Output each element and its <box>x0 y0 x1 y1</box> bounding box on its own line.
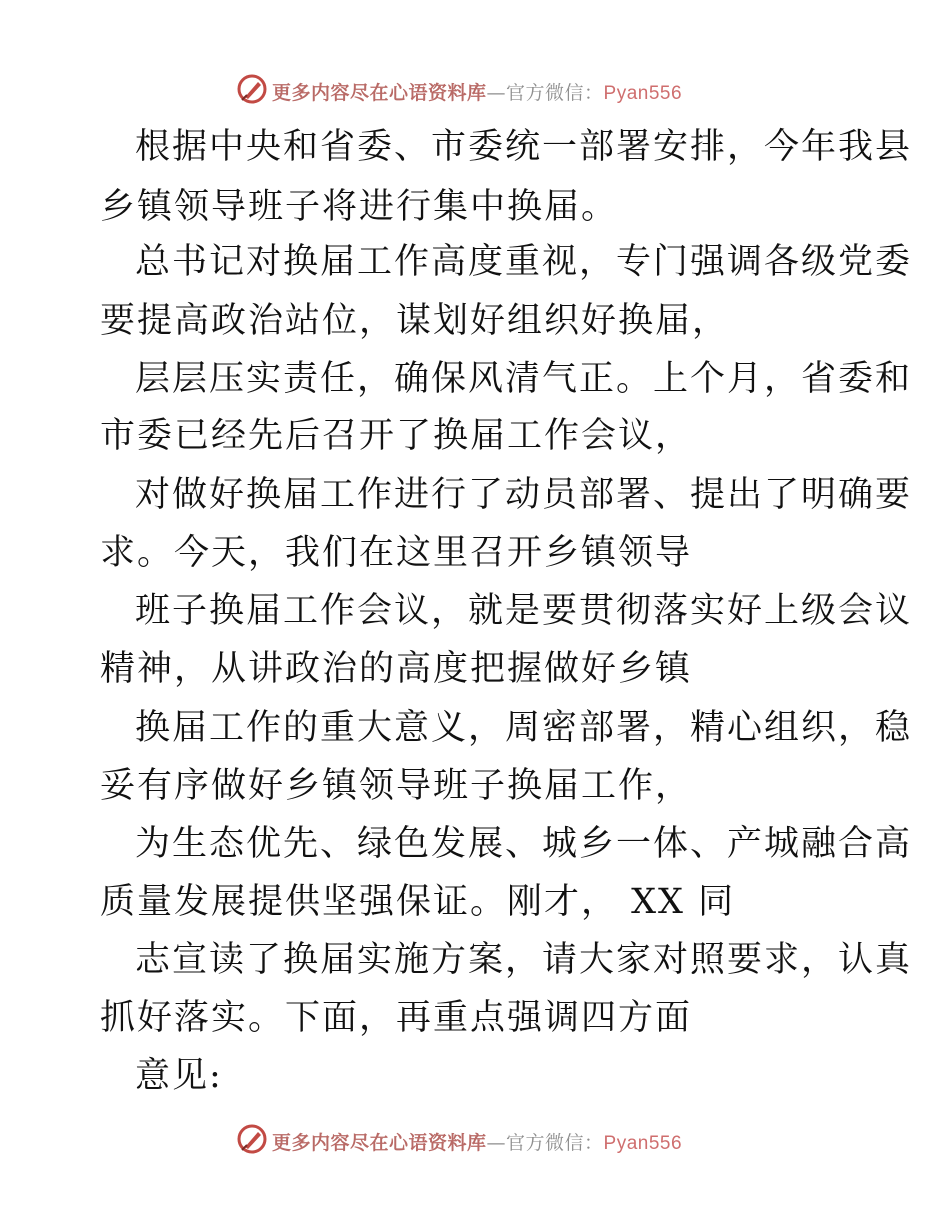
paragraph-line: 意见: <box>135 1056 223 1096</box>
paragraph-line: 求。今天，我们在这里召开乡镇领导 <box>100 533 693 573</box>
header-banner <box>0 70 950 110</box>
banner-main-text: 更多内容尽在心语资料库 <box>272 82 487 104</box>
paragraph-line: 志宣读了换届实施方案，请大家对照要求，认真 <box>135 940 913 980</box>
banner-wechat-label: 官方微信： <box>506 1132 604 1154</box>
paragraph-line: 抓好落实。下面，再重点强调四方面 <box>100 998 693 1038</box>
banner-main-text: 更多内容尽在心语资料库 <box>272 1132 487 1154</box>
banner-wechat-id: Pyan556 <box>603 1133 683 1154</box>
paragraph-line: 质量发展提供坚强保证。刚才， XX 同 <box>100 882 736 922</box>
paragraph-line: 根据中央和省委、市委统一部署安排，今年我县 <box>135 127 913 167</box>
paragraph-line: 精神，从讲政治的高度把握做好乡镇 <box>100 649 693 689</box>
paragraph-line: 要提高政治站位，谋划好组织好换届， <box>100 301 730 341</box>
banner-wechat-label: 官方微信： <box>506 82 604 104</box>
paragraph-line: 为生态优先、绿色发展、城乡一体、产城融合高 <box>135 824 913 864</box>
banner-dash: — <box>486 82 507 104</box>
paragraph-line: 市委已经先后召开了换届工作会议， <box>100 416 693 456</box>
quill-logo-icon <box>236 73 268 105</box>
paragraph-line: 乡镇领导班子将进行集中换届。 <box>100 187 619 227</box>
paragraph-line: 妥有序做好乡镇领导班子换届工作， <box>100 766 693 806</box>
banner-text <box>272 78 682 105</box>
paragraph-line: 换届工作的重大意义，周密部署，精心组织，稳 <box>135 708 913 748</box>
banner-wechat-id: Pyan556 <box>603 83 683 104</box>
paragraph-line: 层层压实责任，确保风清气正。上个月，省委和 <box>135 359 913 399</box>
quill-logo-icon <box>236 1123 268 1155</box>
paragraph-line: 对做好换届工作进行了动员部署、提出了明确要 <box>135 475 913 515</box>
banner-text <box>272 1128 682 1155</box>
footer-banner <box>0 1120 950 1160</box>
banner-dash: — <box>486 1132 507 1154</box>
paragraph-line: 总书记对换届工作高度重视，专门强调各级党委 <box>135 242 913 282</box>
paragraph-line: 班子换届工作会议，就是要贯彻落实好上级会议 <box>135 591 913 631</box>
